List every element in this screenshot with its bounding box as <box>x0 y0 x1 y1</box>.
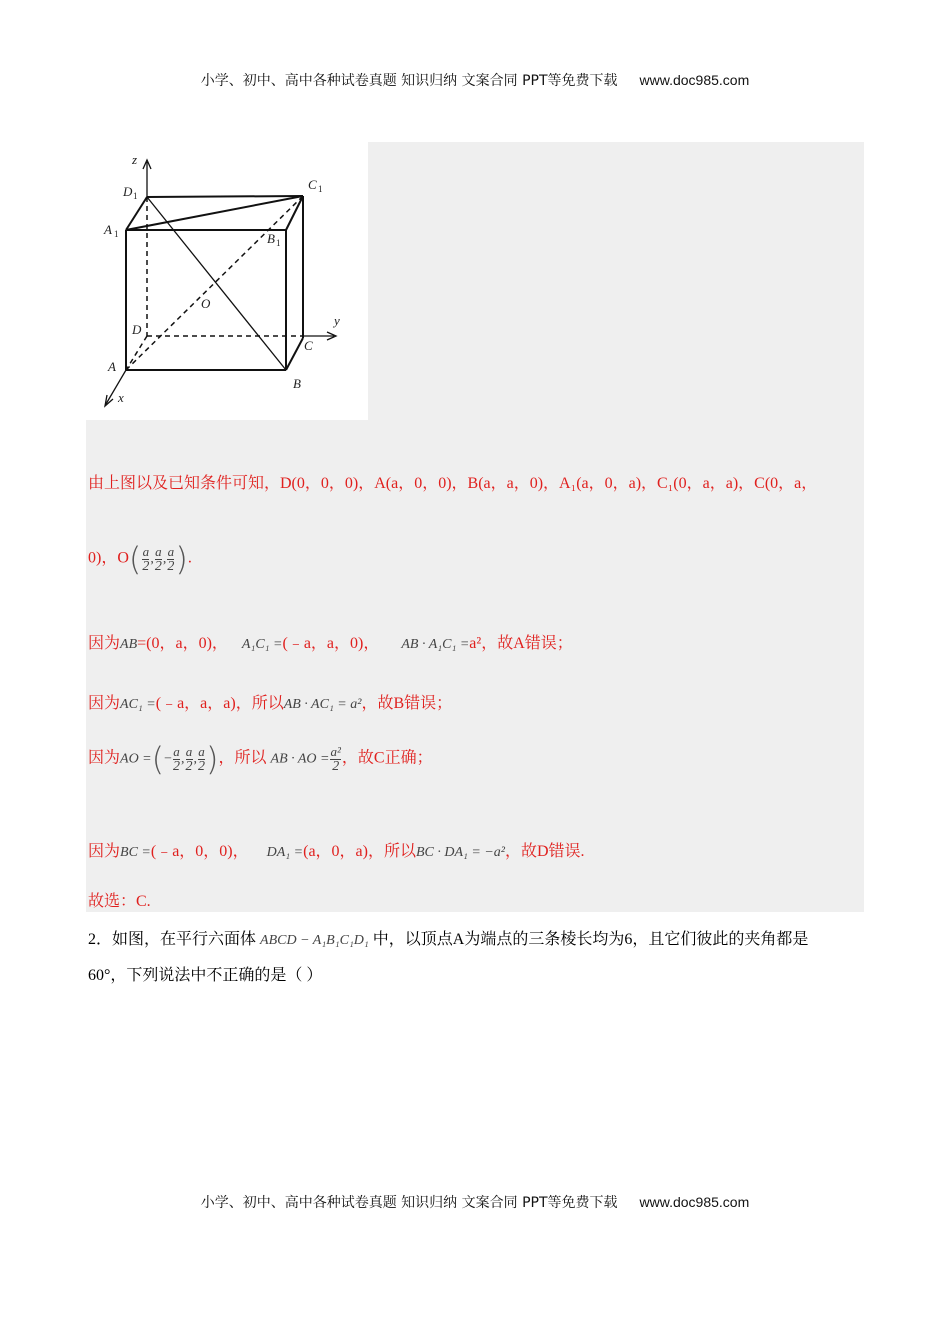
solution-line-4: 因为AC₁ =(﹣a，a，a)，所以AB · AC₁ = a²，故B错误； <box>88 695 453 712</box>
edge-D1C1 <box>147 196 303 197</box>
question-2-line-1: 2．如图，在平行六面体 ABCD − A₁B₁C₁D₁ 中，以顶点A为端点的三条棱长均为6，且它们彼此的夹角都是 <box>88 931 809 948</box>
dot-BC-DA1: BC · DA₁ = −a² <box>415 845 505 860</box>
dot-AB-AC1: AB · AC₁ = a² <box>283 697 362 712</box>
vec-BC: BC = <box>120 845 151 860</box>
footer-site[interactable]: www.doc985.com <box>639 1194 750 1210</box>
sub-B1: 1 <box>276 238 281 248</box>
label-B1: B <box>267 231 275 246</box>
page-footer <box>0 1192 950 1212</box>
frac-2: $\frac{a}{2}$ <box>154 543 162 574</box>
frac-3: $\frac{a}{2}$ <box>167 543 175 574</box>
edge-CB <box>286 338 303 370</box>
label-B: B <box>293 376 301 391</box>
axis-x-arrow <box>105 395 113 406</box>
solution-line-7: 故选：C. <box>88 893 151 910</box>
header-text: 小学、初中、高中各种试卷真题 知识归纳 文案合同 PPT等免费下载 <box>200 73 618 89</box>
footer-text: 小学、初中、高中各种试卷真题 知识归纳 文案合同 PPT等免费下载 <box>200 1195 618 1211</box>
diag-A1C1 <box>126 196 303 230</box>
label-x: x <box>118 390 124 405</box>
vec-AO: AO = <box>120 751 152 767</box>
solution-line-6: 因为BC =(﹣a，0，0)， DA₁ =(a，0，a)，所以BC · DA₁ = −a²，故D错误. <box>88 843 585 860</box>
cuboid-figure <box>86 142 368 420</box>
vec-DA1: DA₁ = <box>266 845 304 860</box>
page-header <box>0 70 950 90</box>
edge-DA <box>126 336 147 370</box>
frac-1: $\frac{a}{2}$ <box>142 543 150 574</box>
sub-C1: 1 <box>318 184 323 194</box>
sub-D1: 1 <box>133 191 138 201</box>
label-O: O <box>201 296 211 311</box>
header-site[interactable]: www.doc985.com <box>639 72 750 88</box>
vec-AC1: AC₁ = <box>120 697 156 712</box>
diag-D1B <box>147 197 286 370</box>
question-2-line-2: 60°，下列说法中不正确的是（ ） <box>88 967 323 984</box>
label-A: A <box>108 359 116 374</box>
edge-C1B1 <box>286 196 303 230</box>
vec-A1C1: A₁C₁ = <box>241 637 283 652</box>
solution-line-1: 由上图以及已知条件可知，D(0，0，0)，A(a，0，0)，B(a，a，0)，A₁(a，0，a)，C₁(0，a，a)，C(0，a， <box>88 475 818 492</box>
solution-line-5: 因为AO =(− $\frac{a}{2}$ , $\frac{a}{2}$ , $\frac{a}{2}$ )，所以 AB · AO = $\frac{\text{a²}}{2}$ ，故C正确； <box>88 740 433 778</box>
solution-line-3: 因为AB=(0，a，0)， A₁C₁ =(﹣a，a，0)， AB · A₁C₁ =a²，故A错误； <box>88 635 573 652</box>
label-z: z <box>132 152 138 167</box>
paren-close: ) <box>175 540 188 578</box>
diag-AC1 <box>126 196 303 370</box>
label-C: C <box>304 338 313 353</box>
sub-A1: 1 <box>114 229 119 239</box>
paren-open: ( <box>128 540 142 578</box>
label-C1: C <box>308 177 317 192</box>
label-D: D <box>132 322 142 337</box>
cuboid-diagram <box>86 142 368 420</box>
question-2-math: ABCD − A₁B₁C₁D₁ <box>260 933 369 948</box>
solution-line-2: 0)，O( $\frac{a}{2}$ , $\frac{a}{2}$ , $\frac{a}{2}$ ). <box>88 540 192 578</box>
label-D1: D <box>123 184 133 199</box>
dot-AB-AO: AB · AO = <box>270 751 330 767</box>
dot-AB-A1C1: AB · A₁C₁ = <box>401 637 470 652</box>
point-O-prefix: 0)，O <box>88 549 129 567</box>
vec-AB: AB <box>120 637 138 652</box>
label-A1: A <box>104 222 112 237</box>
label-y: y <box>334 313 340 328</box>
edge-A1D1 <box>126 197 147 230</box>
